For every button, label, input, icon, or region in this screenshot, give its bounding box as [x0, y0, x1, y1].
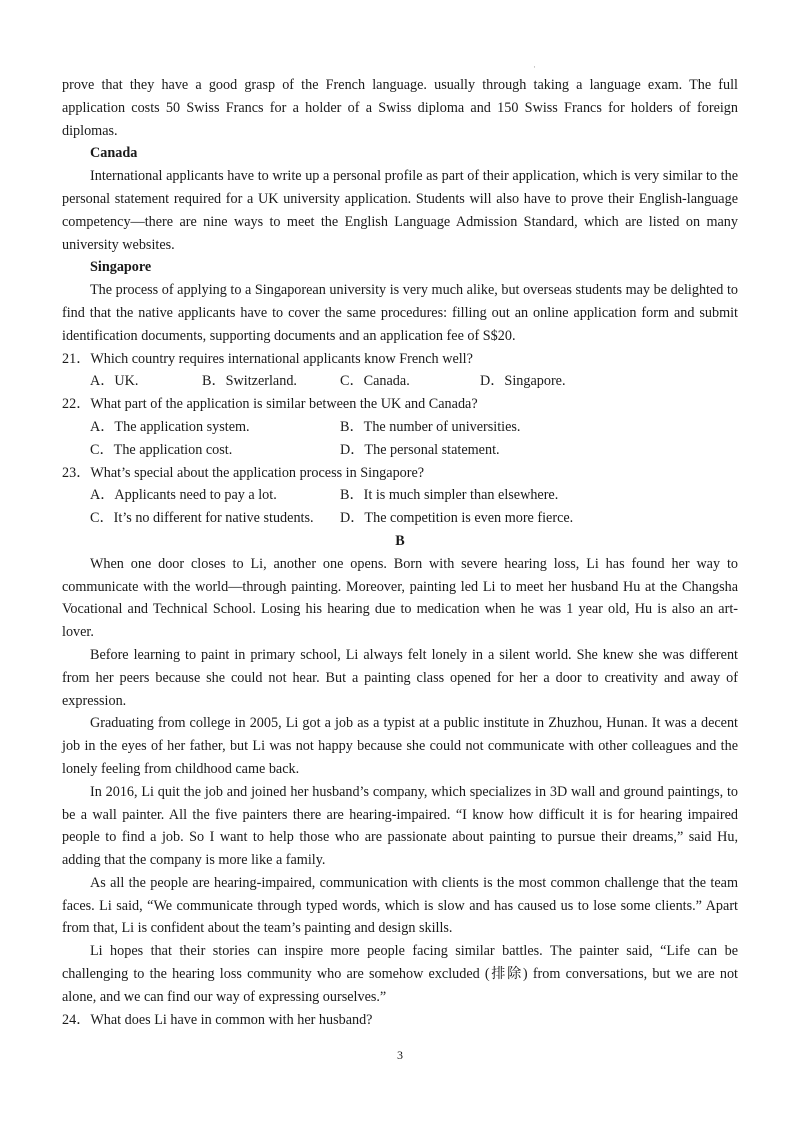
option-21-d: D．Singapore.: [480, 373, 566, 390]
switzerland-paragraph-end: prove that they have a good grasp of the French language. usually through taking a language exam. The full application costs 50 Swiss Francs for a holder of a Swiss diploma and 150 Swiss Francs for holders of foreign diplomas.: [62, 77, 738, 139]
option-23-a: A．Applicants need to pay a lot.: [90, 487, 277, 504]
section-b-paragraph-4: In 2016, Li quit the job and joined her husband’s company, which specializes in 3D wall and ground paintings, to be a wall painter. All the five painters there are hearing-impaired. “I know how difficult it is for hearing impaired people to find a job. So I want to help those who are passionate about painting to pursue their dreams,” said Hu, adding that the company is more like a family.: [62, 783, 738, 869]
option-22-a: A．The application system.: [90, 418, 250, 435]
section-b-paragraph-3: Graduating from college in 2005, Li got a job as a typist at a public institute in Zhuzhou, Hunan. It was a decent job in the eyes of her father, but Li was not happy because she could not communicate with other colleagues and the lonely feeling from childhood came back.: [62, 715, 738, 777]
option-23-c: C．It’s no different for native students.: [90, 510, 314, 527]
option-23-b: B．It is much simpler than elsewhere.: [340, 487, 559, 504]
option-21-c: C．Canada.: [340, 373, 410, 390]
option-22-b: B．The number of universities.: [340, 418, 521, 435]
section-b-heading: B: [395, 532, 405, 549]
option-22-c: C．The application cost.: [90, 441, 233, 458]
question-22-options-row1: [62, 416, 738, 439]
passage-a-continuation: [62, 74, 738, 1031]
option-22-d: D．The personal statement.: [340, 441, 500, 458]
question-23-stem: 23．What’s special about the application process in Singapore?: [62, 464, 425, 481]
top-mark: ·: [533, 62, 536, 72]
option-21-b: B．Switzerland.: [202, 373, 297, 390]
section-b-paragraph-6: Li hopes that their stories can inspire more people facing similar battles. The painter said, “Life can be challenging to the hearing loss community who are somehow excluded (排除) from conversations, but we are not alone, and we can find our way of expressing ourselves.”: [62, 943, 738, 1005]
option-21-a: A．UK.: [90, 373, 139, 390]
question-22-stem: 22．What part of the application is similar between the UK and Canada?: [62, 396, 478, 413]
question-24-stem: 24．What does Li have in common with her husband?: [62, 1011, 373, 1028]
canada-heading: Canada: [90, 145, 138, 162]
section-b-paragraph-5: As all the people are hearing-impaired, communication with clients is the most common challenge that the team faces. Li said, “We communicate through typed words, which is slow and has caused us to lose some clients.” Apart from that, Li is confident about the team’s painting and design skills.: [62, 874, 738, 937]
question-22-options-row2: [62, 439, 738, 462]
question-23-options-row1: [62, 484, 738, 507]
question-21-options: [62, 370, 738, 393]
canada-paragraph: International applicants have to write up a personal profile as part of their application, which is very similar to the personal statement required for a UK university application. Students will also have to prove their English-language competency—there are nine ways to meet the English Language Admission Standard, which are listed on many university websites.: [62, 168, 738, 253]
question-23-options-row2: [62, 507, 738, 530]
section-b-paragraph-1: When one door closes to Li, another one opens. Born with severe hearing loss, Li has found her way to communicate with the world—through painting. Moreover, painting led Li to meet her husband Hu at the Changsha Vocational and Technical School. Losing his hearing due to medication when he was 1 year old, Hu is also an art-lover.: [62, 555, 738, 641]
option-23-d: D．The competition is even more fierce.: [340, 510, 574, 527]
singapore-paragraph: The process of applying to a Singaporean university is very much alike, but overseas students may be delighted to find that the native applicants have to cover the same procedures: filling out an online application form and submit identification documents, supporting documents and an application fee of S$20.: [62, 282, 738, 344]
section-b-paragraph-2: Before learning to paint in primary school, Li always felt lonely in a silent world. She knew she was different from her peers because she could not hear. But a painting class opened for her a door to creativity and away of expression.: [62, 646, 738, 709]
page-number: 3: [397, 1048, 403, 1062]
singapore-heading: Singapore: [90, 259, 152, 276]
question-21-stem: 21．Which country requires international applicants know French well?: [62, 350, 473, 367]
